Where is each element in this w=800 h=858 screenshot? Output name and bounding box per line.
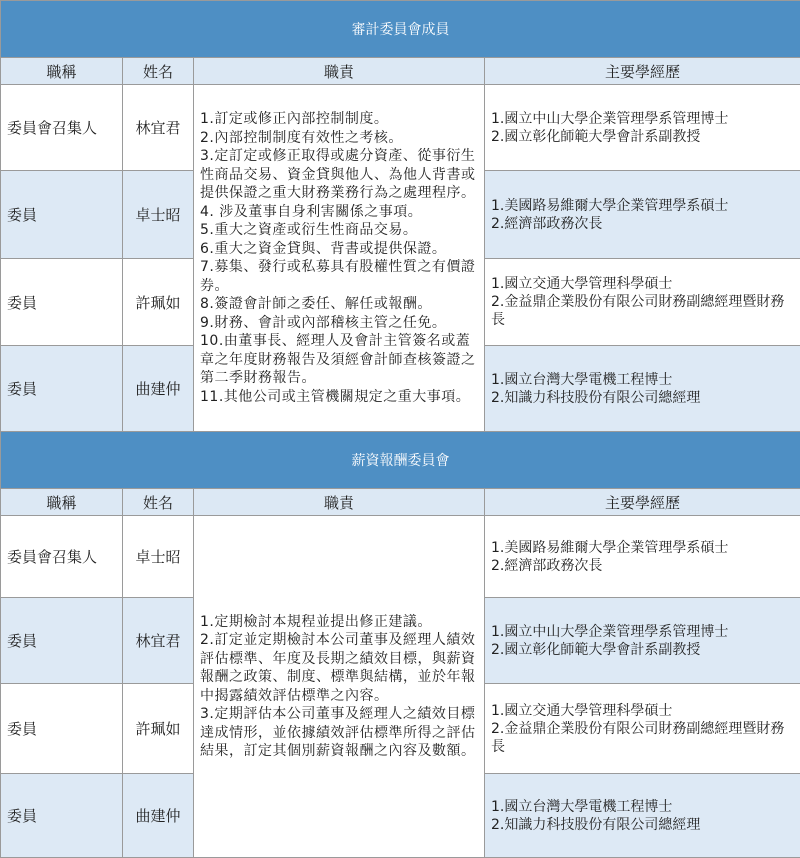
member-education — [485, 598, 800, 684]
member-name: 林宜君 — [123, 598, 194, 684]
duty-item: 4. 涉及董事自身利害關係之事項。 — [200, 203, 478, 222]
education-line: 1.國立台灣大學電機工程博士 — [491, 798, 794, 816]
member-education — [485, 684, 800, 774]
member-name: 曲建仲 — [123, 346, 194, 432]
education-line: 2.金益鼎企業股份有限公司財務副總經理暨財務長 — [491, 293, 794, 329]
duty-item: 3.定訂定或修正取得或處分資產、從事衍生性商品交易、資金貸與他人、為他人背書或提供保證之重大財務業務行為之處理程序。 — [200, 147, 478, 203]
education-line: 2.知識力科技股份有限公司總經理 — [491, 389, 794, 407]
comp-duties — [194, 516, 485, 858]
education-line: 1.美國路易維爾大學企業管理學系碩士 — [491, 539, 794, 557]
duty-item: 9.財務、會計或內部稽核主管之任免。 — [200, 314, 478, 333]
member-title: 委員 — [1, 598, 123, 684]
member-education — [485, 774, 800, 858]
education-line: 2.國立彰化師範大學會計系副教授 — [491, 128, 794, 146]
duty-item: 3.定期評估本公司董事及經理人之績效目標達成情形，並依據績效評估標準所得之評估結果，訂定其個別薪資報酬之內容及數額。 — [200, 705, 478, 761]
member-title: 委員 — [1, 774, 123, 858]
table-row — [1, 85, 800, 171]
education-line: 1.美國路易維爾大學企業管理學系碩士 — [491, 197, 794, 215]
comp-header-title: 職稱 — [1, 489, 123, 516]
member-title: 委員 — [1, 259, 123, 346]
comp-header-duties: 職責 — [194, 489, 485, 516]
audit-header-education: 主要學經歷 — [485, 58, 800, 85]
member-name: 卓士昭 — [123, 171, 194, 259]
member-education — [485, 259, 800, 346]
education-line: 1.國立交通大學管理科學碩士 — [491, 275, 794, 293]
member-title: 委員會召集人 — [1, 85, 123, 171]
audit-section-title: 審計委員會成員 — [1, 1, 800, 58]
member-title: 委員會召集人 — [1, 516, 123, 598]
education-line: 2.國立彰化師範大學會計系副教授 — [491, 641, 794, 659]
duty-item: 10.由董事長、經理人及會計主管簽名或蓋章之年度財務報告及須經會計師查核簽證之第二季財務報告。 — [200, 332, 478, 388]
table-row — [1, 516, 800, 598]
education-line: 2.知識力科技股份有限公司總經理 — [491, 816, 794, 834]
member-name: 許珮如 — [123, 259, 194, 346]
education-line: 1.國立台灣大學電機工程博士 — [491, 371, 794, 389]
comp-section-title: 薪資報酬委員會 — [1, 432, 800, 489]
education-line: 1.國立中山大學企業管理學系管理博士 — [491, 110, 794, 128]
education-line: 2.金益鼎企業股份有限公司財務副總經理暨財務長 — [491, 720, 794, 756]
member-education — [485, 85, 800, 171]
duty-item: 2.訂定並定期檢討本公司董事及經理人績效評估標準、年度及長期之績效目標，與薪資報酬之政策、制度、標準與結構，並於年報中揭露績效評估標準之內容。 — [200, 631, 478, 705]
education-line: 1.國立中山大學企業管理學系管理博士 — [491, 623, 794, 641]
comp-header-name: 姓名 — [123, 489, 194, 516]
member-education — [485, 346, 800, 432]
member-education — [485, 516, 800, 598]
member-name: 曲建仲 — [123, 774, 194, 858]
duty-item: 1.訂定或修正內部控制制度。 — [200, 110, 478, 129]
member-name: 林宜君 — [123, 85, 194, 171]
duty-item: 11.其他公司或主管機關規定之重大事項。 — [200, 388, 478, 407]
member-education — [485, 171, 800, 259]
member-title: 委員 — [1, 346, 123, 432]
duty-item: 5.重大之資產或衍生性商品交易。 — [200, 221, 478, 240]
member-title: 委員 — [1, 171, 123, 259]
education-line: 2.經濟部政務次長 — [491, 557, 794, 575]
audit-header-title: 職稱 — [1, 58, 123, 85]
audit-duties — [194, 85, 485, 432]
duty-item: 6.重大之資金貸與、背書或提供保證。 — [200, 240, 478, 259]
member-name: 卓士昭 — [123, 516, 194, 598]
comp-header-education: 主要學經歷 — [485, 489, 800, 516]
duty-item: 2.內部控制制度有效性之考核。 — [200, 129, 478, 148]
duty-item: 1.定期檢討本規程並提出修正建議。 — [200, 613, 478, 632]
education-line: 2.經濟部政務次長 — [491, 215, 794, 233]
duty-item: 7.募集、發行或私募具有股權性質之有價證券。 — [200, 258, 478, 295]
member-title: 委員 — [1, 684, 123, 774]
audit-header-duties: 職責 — [194, 58, 485, 85]
member-name: 許珮如 — [123, 684, 194, 774]
education-line: 1.國立交通大學管理科學碩士 — [491, 702, 794, 720]
audit-header-name: 姓名 — [123, 58, 194, 85]
duty-item: 8.簽證會計師之委任、解任或報酬。 — [200, 295, 478, 314]
